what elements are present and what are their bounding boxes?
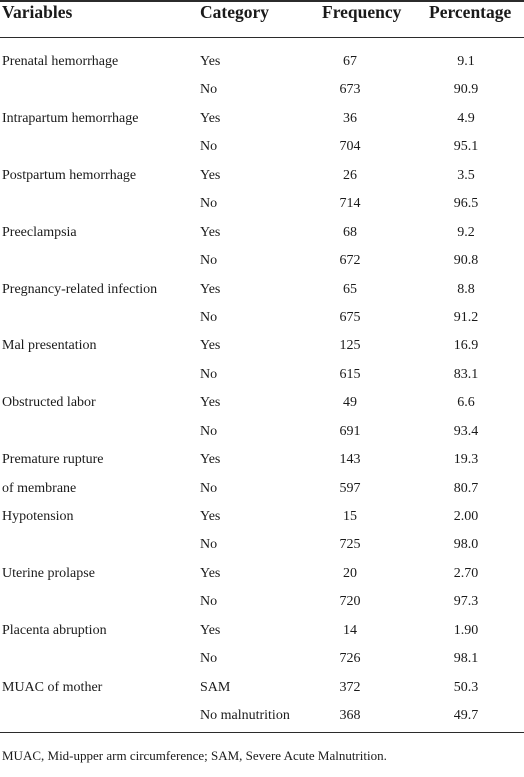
variable-cell: Pregnancy-related infection [2, 281, 158, 297]
frequency-cell: 68 [343, 224, 357, 240]
frequency-cell: 143 [339, 452, 361, 468]
percentage-cell: 9.1 [457, 54, 475, 69]
table-row [0, 308, 524, 336]
percentage-cell: 90.8 [453, 253, 479, 269]
category-cell: No [200, 594, 218, 610]
category-cell: No [200, 651, 218, 667]
frequency-cell: 15 [343, 509, 357, 524]
table-row [0, 52, 524, 80]
frequency-cell: 726 [339, 651, 361, 667]
percentage-cell: 1.90 [453, 622, 479, 638]
table-row [0, 365, 524, 393]
percentage-cell: 80.7 [453, 480, 479, 496]
category-cell: No [200, 82, 218, 98]
category-cell: SAM [200, 679, 231, 695]
frequency-cell: 704 [339, 139, 361, 155]
table-row [0, 479, 524, 507]
table-row [0, 422, 524, 450]
category-cell: Yes [200, 565, 221, 581]
variable-cell: MUAC of mother [2, 679, 103, 695]
percentage-cell: 3.5 [457, 167, 475, 183]
category-cell: Yes [200, 622, 221, 638]
percentage-cell: 91.2 [453, 309, 479, 325]
frequency-cell: 675 [339, 309, 361, 325]
category-cell: No [200, 480, 218, 496]
table-row [0, 621, 524, 649]
frequency-cell: 65 [343, 281, 357, 297]
frequency-cell: 673 [339, 82, 361, 98]
table-row [0, 80, 524, 108]
frequency-cell: 368 [339, 708, 361, 724]
table-row [0, 223, 524, 251]
table-row [0, 507, 524, 535]
table-row [0, 564, 524, 592]
variable-cell: of membrane [2, 480, 77, 496]
table-row [0, 592, 524, 620]
percentage-cell: 19.3 [453, 452, 479, 468]
variable-cell: Premature rupture [2, 452, 104, 468]
table-row [0, 535, 524, 563]
table-row [0, 678, 524, 706]
frequency-cell: 49 [343, 395, 357, 411]
percentage-cell: 9.2 [457, 224, 475, 240]
bottom-rule [0, 732, 524, 733]
variable-cell: Preeclampsia [2, 224, 77, 240]
frequency-cell: 720 [339, 594, 361, 610]
variable-cell: Uterine prolapse [2, 565, 95, 581]
category-cell: Yes [200, 509, 221, 524]
category-cell: No malnutrition [200, 708, 290, 724]
table-row [0, 194, 524, 222]
category-cell: No [200, 423, 218, 439]
percentage-cell: 83.1 [453, 366, 479, 382]
table-row [0, 137, 524, 165]
percentage-cell: 49.7 [453, 708, 479, 724]
frequency-cell: 691 [339, 423, 361, 439]
frequency-cell: 672 [339, 253, 361, 269]
category-cell: No [200, 366, 218, 382]
percentage-cell: 16.9 [453, 338, 479, 354]
percentage-cell: 8.8 [457, 281, 475, 297]
table-row [0, 393, 524, 421]
category-cell: Yes [200, 110, 221, 126]
percentage-cell: 93.4 [453, 423, 479, 439]
table-row [0, 251, 524, 279]
variable-cell: Postpartum hemorrhage [2, 167, 137, 183]
percentage-cell: 90.9 [453, 82, 479, 98]
category-cell: Yes [200, 395, 221, 411]
frequency-cell: 714 [339, 196, 361, 212]
variable-cell: Hypotension [2, 509, 74, 524]
category-cell: No [200, 537, 218, 553]
category-cell: Yes [200, 281, 221, 297]
header-frequency: Frequency [322, 2, 402, 22]
table-row [0, 706, 524, 734]
category-cell: Yes [200, 167, 221, 183]
frequency-cell: 20 [343, 565, 357, 581]
header-category: Category [200, 2, 270, 22]
percentage-cell: 6.6 [457, 395, 475, 411]
frequency-cell: 725 [339, 537, 361, 553]
frequency-cell: 67 [343, 54, 357, 69]
percentage-cell: 98.0 [453, 537, 479, 553]
table-row [0, 109, 524, 137]
table-row [0, 336, 524, 364]
percentage-cell: 2.70 [453, 565, 479, 581]
category-cell: Yes [200, 54, 221, 69]
category-cell: No [200, 309, 218, 325]
frequency-cell: 597 [339, 480, 361, 496]
header-rule [0, 37, 524, 38]
table-row [0, 649, 524, 677]
variable-cell: Obstructed labor [2, 395, 96, 411]
percentage-cell: 4.9 [457, 110, 475, 126]
percentage-cell: 96.5 [453, 196, 479, 212]
percentage-cell: 50.3 [453, 679, 479, 695]
variable-cell: Mal presentation [2, 338, 97, 354]
header-variables: Variables [2, 2, 73, 22]
variable-cell: Placenta abruption [2, 622, 107, 638]
category-cell: Yes [200, 338, 221, 354]
variable-cell: Intrapartum hemorrhage [2, 110, 139, 126]
frequency-cell: 36 [343, 110, 357, 126]
category-cell: No [200, 139, 218, 155]
header-percentage: Percentage [429, 2, 512, 22]
frequency-cell: 26 [343, 167, 357, 183]
frequency-cell: 615 [339, 366, 361, 382]
percentage-cell: 95.1 [453, 139, 479, 155]
table-footnote: MUAC, Mid-upper arm circumference; SAM, Severe Acute Malnutrition. [2, 748, 387, 763]
category-cell: Yes [200, 224, 221, 240]
frequency-cell: 14 [343, 622, 357, 638]
percentage-cell: 97.3 [453, 594, 479, 610]
percentage-cell: 98.1 [453, 651, 479, 667]
category-cell: No [200, 253, 218, 269]
variable-cell: Prenatal hemorrhage [2, 54, 119, 69]
table-body [0, 52, 524, 735]
frequency-cell: 372 [339, 679, 361, 695]
table-row [0, 450, 524, 478]
percentage-cell: 2.00 [453, 509, 479, 524]
category-cell: Yes [200, 452, 221, 468]
category-cell: No [200, 196, 218, 212]
table-row [0, 166, 524, 194]
table-row [0, 280, 524, 308]
frequency-cell: 125 [339, 338, 361, 354]
